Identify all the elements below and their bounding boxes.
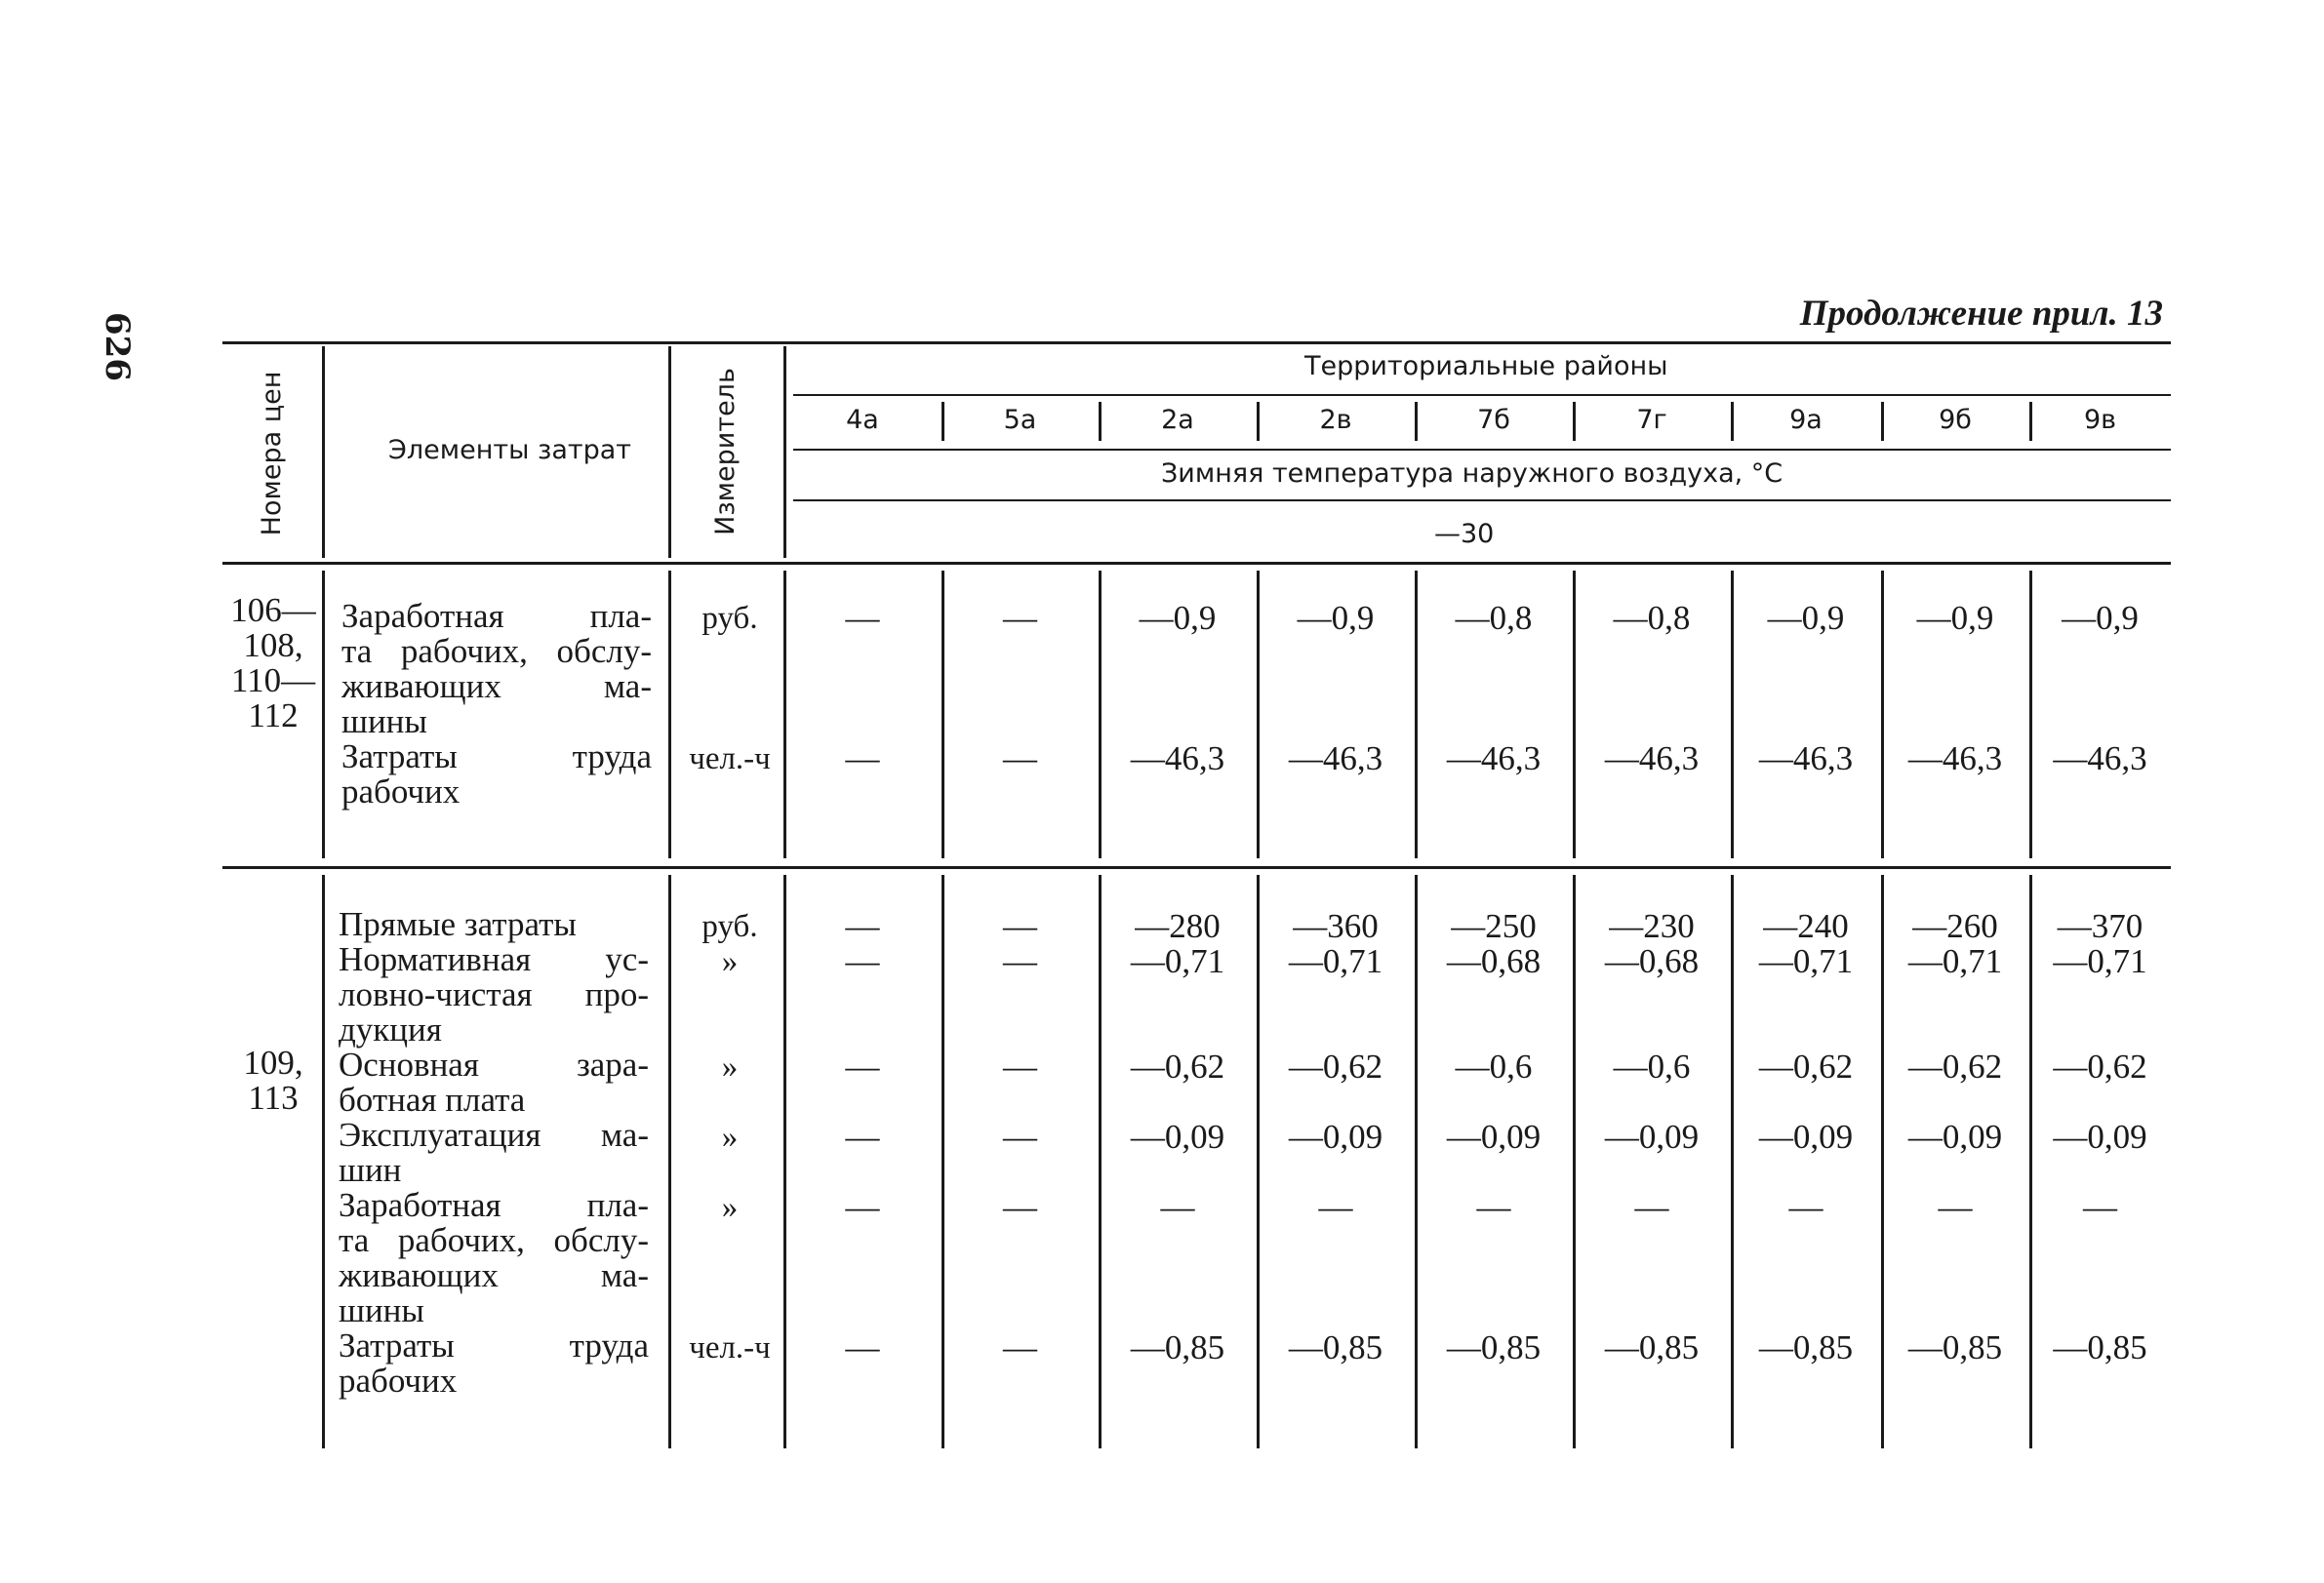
- cost-element-line: та рабочих, обслу-: [339, 1221, 649, 1259]
- cost-element-line: рабочих: [341, 772, 461, 811]
- table-cell-value: —0,85: [1758, 1328, 1854, 1366]
- cost-element-line: шины: [341, 702, 427, 740]
- table-cell-value: —0,62: [1288, 1048, 1383, 1086]
- body-vline: [322, 571, 325, 858]
- table-cell-value: —0,71: [1758, 942, 1854, 980]
- unit-of-measure: »: [721, 944, 739, 979]
- header-elements: Элементы затрат: [388, 435, 632, 465]
- table-cell-value: —46,3: [1130, 739, 1225, 777]
- group-separator-rule: [222, 866, 2171, 869]
- table-cell-value: —: [1003, 739, 1037, 777]
- region-header-vline: [1099, 402, 1102, 441]
- table-cell-value: —0,9: [1916, 599, 1994, 637]
- body-vline: [783, 571, 786, 858]
- region-header: 5а: [1003, 405, 1037, 435]
- body-vline: [1257, 875, 1260, 1448]
- region-header: 9в: [2083, 405, 2117, 435]
- body-vline: [1415, 875, 1418, 1448]
- unit-of-measure: »: [721, 1120, 739, 1155]
- header-unit: Измеритель: [710, 368, 741, 535]
- cost-element-line: ботная плата: [339, 1081, 526, 1119]
- table-cell-value: —: [1003, 1188, 1037, 1226]
- cost-element-line: живающих ма-: [339, 1256, 649, 1294]
- price-code: 106—: [230, 591, 316, 629]
- table-cell-value: —0,71: [1288, 942, 1383, 980]
- table-cell-value: —250: [1451, 907, 1537, 945]
- continuation-title: Продолжение прил. 13: [1799, 294, 2163, 334]
- table-cell-value: —: [1160, 1188, 1195, 1226]
- table-cell-value: —0,68: [1604, 942, 1700, 980]
- cost-element-line: ловно-чистая про-: [339, 975, 649, 1013]
- region-header-vline: [1881, 402, 1884, 441]
- table-cell-value: —: [1476, 1188, 1511, 1226]
- table-cell-value: —: [845, 599, 880, 637]
- header-vline: [322, 346, 325, 558]
- cost-element: [341, 599, 652, 739]
- table-cell-value: —46,3: [1446, 739, 1542, 777]
- body-vline: [942, 571, 944, 858]
- cost-element: [339, 1328, 649, 1399]
- cost-element-line: Нормативная ус-: [339, 940, 649, 978]
- table-cell-value: —0,9: [2062, 599, 2139, 637]
- body-vline: [1573, 875, 1576, 1448]
- cost-element-line: Затраты труда: [339, 1326, 649, 1365]
- region-header: 2а: [1161, 405, 1194, 435]
- body-vline: [783, 875, 786, 1448]
- temperature-rule: [793, 499, 2171, 501]
- price-codes: [224, 1046, 322, 1116]
- region-header-vline: [2029, 402, 2032, 441]
- table-cell-value: —0,68: [1446, 942, 1542, 980]
- regions-bottom-rule: [793, 449, 2171, 451]
- body-vline: [1415, 571, 1418, 858]
- unit-of-measure: чел.-ч: [689, 741, 771, 776]
- table-cell-value: —0,85: [2053, 1328, 2147, 1366]
- cost-element-line: живающих ма-: [341, 667, 652, 705]
- table-cell-value: —260: [1912, 907, 1998, 945]
- body-vline: [322, 875, 325, 1448]
- table-cell-value: —0,8: [1455, 599, 1533, 637]
- header-territorial: Территориальные районы: [1304, 351, 1668, 381]
- region-header-vline: [1731, 402, 1734, 441]
- table-cell-value: —0,09: [1758, 1118, 1854, 1156]
- unit-of-measure: »: [721, 1049, 739, 1085]
- cost-element-line: Заработная пла-: [339, 1186, 649, 1224]
- table-cell-value: —: [845, 942, 880, 980]
- table-cell-value: —0,9: [1139, 599, 1217, 637]
- header-vline: [668, 346, 671, 558]
- cost-element: [339, 942, 649, 1048]
- table-cell-value: —230: [1609, 907, 1695, 945]
- table-cell-value: —: [1003, 1048, 1037, 1086]
- table-cell-value: —280: [1135, 907, 1221, 945]
- unit-of-measure: руб.: [701, 909, 758, 944]
- region-header-vline: [1257, 402, 1260, 441]
- table-cell-value: —0,09: [2053, 1118, 2147, 1156]
- table-cell-value: —0,9: [1767, 599, 1845, 637]
- header-bottom-rule: [222, 562, 2171, 565]
- body-vline: [1099, 571, 1102, 858]
- table-cell-value: —0,09: [1288, 1118, 1383, 1156]
- table-cell-value: —0,85: [1446, 1328, 1542, 1366]
- header-top-rule: [222, 341, 2171, 344]
- body-vline: [1573, 571, 1576, 858]
- table-cell-value: —0,09: [1604, 1118, 1700, 1156]
- table-cell-value: —: [2083, 1188, 2117, 1226]
- cost-element-line: Заработная пла-: [341, 597, 652, 635]
- table-cell-value: —0,6: [1613, 1048, 1691, 1086]
- table-cell-value: —0,71: [1130, 942, 1225, 980]
- price-code: 112: [248, 696, 299, 734]
- table-cell-value: —0,62: [2053, 1048, 2147, 1086]
- region-header: 7г: [1636, 405, 1667, 435]
- table-cell-value: —: [845, 1048, 880, 1086]
- table-cell-value: —: [1003, 1118, 1037, 1156]
- header-temperature: Зимняя температура наружного воздуха, °С: [1161, 458, 1783, 489]
- table-cell-value: —: [1003, 942, 1037, 980]
- region-header: 9б: [1939, 405, 1972, 435]
- table-cell-value: —46,3: [1907, 739, 2003, 777]
- region-header: 7б: [1477, 405, 1510, 435]
- temperature-value: —30: [1434, 519, 1495, 549]
- table-cell-value: —: [1318, 1188, 1353, 1226]
- table-cell-value: —0,62: [1907, 1048, 2003, 1086]
- region-header: 9а: [1789, 405, 1823, 435]
- cost-element-line: рабочих: [339, 1362, 458, 1400]
- table-cell-value: —: [1634, 1188, 1669, 1226]
- table-cell-value: —0,71: [2053, 942, 2147, 980]
- region-header: 4а: [846, 405, 879, 435]
- table-cell-value: —240: [1763, 907, 1849, 945]
- body-vline: [1099, 875, 1102, 1448]
- cost-element-line: Эксплуатация ма-: [339, 1116, 649, 1154]
- table-cell-value: —: [845, 1188, 880, 1226]
- regions-rule: [793, 394, 2171, 396]
- body-vline: [942, 875, 944, 1448]
- table-cell-value: —: [845, 739, 880, 777]
- table-cell-value: —: [1003, 599, 1037, 637]
- table-cell-value: —: [845, 1328, 880, 1366]
- table-cell-value: —46,3: [2053, 739, 2147, 777]
- price-codes: [224, 593, 322, 733]
- table-cell-value: —0,85: [1130, 1328, 1225, 1366]
- cost-element: [339, 907, 649, 942]
- body-vline: [1257, 571, 1260, 858]
- region-header-vline: [1573, 402, 1576, 441]
- table-cell-value: —: [845, 907, 880, 945]
- table-cell-value: —: [845, 1118, 880, 1156]
- table-cell-value: —370: [2057, 907, 2144, 945]
- region-header: 2в: [1319, 405, 1352, 435]
- table-cell-value: —46,3: [1758, 739, 1854, 777]
- body-vline: [668, 571, 671, 858]
- unit-of-measure: чел.-ч: [689, 1330, 771, 1365]
- cost-element-line: та рабочих, обслу-: [341, 632, 652, 670]
- body-vline: [668, 875, 671, 1448]
- region-header-vline: [1415, 402, 1418, 441]
- header-vline: [783, 346, 786, 558]
- table-cell-value: —: [1003, 907, 1037, 945]
- cost-element-line: Основная зара-: [339, 1046, 649, 1084]
- table-cell-value: —: [1938, 1188, 1973, 1226]
- table-cell-value: —0,09: [1446, 1118, 1542, 1156]
- table-cell-value: —0,09: [1907, 1118, 2003, 1156]
- table-cell-value: —0,71: [1907, 942, 2003, 980]
- price-code: 113: [248, 1079, 299, 1117]
- table-cell-value: —0,8: [1613, 599, 1691, 637]
- cost-element: [341, 739, 652, 810]
- unit-of-measure: руб.: [701, 601, 758, 636]
- table-cell-value: —0,6: [1455, 1048, 1533, 1086]
- cost-element-line: Затраты труда: [341, 737, 652, 775]
- cost-element: [339, 1118, 649, 1188]
- table-cell-value: —0,85: [1907, 1328, 2003, 1366]
- unit-of-measure: »: [721, 1190, 739, 1225]
- table-cell-value: —0,62: [1758, 1048, 1854, 1086]
- table-cell-value: —0,85: [1288, 1328, 1383, 1366]
- price-code: 108,: [243, 626, 303, 664]
- cost-element-line: шин: [339, 1151, 402, 1189]
- table-cell-value: —: [1788, 1188, 1823, 1226]
- table-cell-value: —360: [1293, 907, 1379, 945]
- table-cell-value: —46,3: [1288, 739, 1383, 777]
- cost-element-line: дукция: [339, 1010, 442, 1049]
- table-cell-value: —0,62: [1130, 1048, 1225, 1086]
- cost-element-line: шины: [339, 1291, 424, 1329]
- header-codes: Номера цен: [257, 371, 287, 536]
- table-cell-value: —: [1003, 1328, 1037, 1366]
- cost-element-line: Прямые затраты: [339, 905, 577, 943]
- cost-element: [339, 1048, 649, 1118]
- table-cell-value: —0,85: [1604, 1328, 1700, 1366]
- cost-element: [339, 1188, 649, 1328]
- table-cell-value: —46,3: [1604, 739, 1700, 777]
- price-code: 110—: [230, 661, 316, 699]
- region-header-vline: [942, 402, 944, 441]
- table-cell-value: —0,9: [1297, 599, 1375, 637]
- page-number: 626: [98, 312, 137, 381]
- price-code: 109,: [243, 1044, 303, 1082]
- table-cell-value: —0,09: [1130, 1118, 1225, 1156]
